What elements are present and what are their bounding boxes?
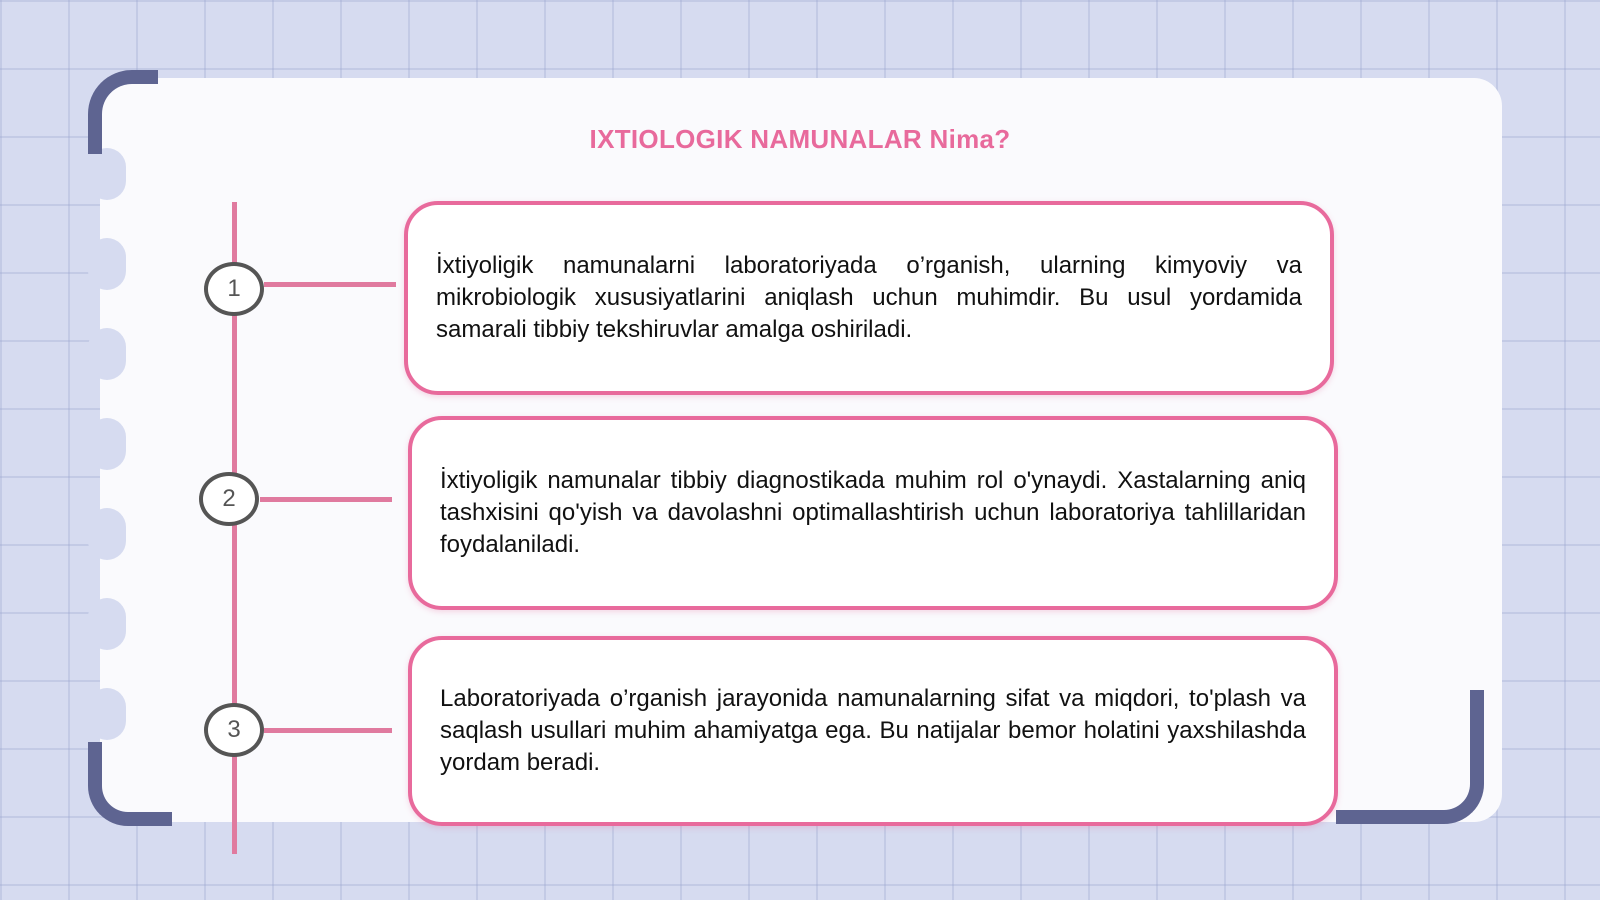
notebook-hole [88,418,126,470]
step-connector [264,282,396,287]
notebook-hole [88,328,126,380]
slide-title: IXTIOLOGIK NAMUNALAR Nima? [589,124,1011,154]
frame-corner-bottom-left [88,742,172,826]
step-card-1 [404,201,1334,395]
step-card-3 [408,636,1338,826]
step-connector [260,497,392,502]
step-number-1: 1 [204,262,264,316]
notebook-hole [88,508,126,560]
frame-corner-bottom-right [1336,690,1484,824]
notebook-hole [88,148,126,200]
step-number-3: 3 [204,703,264,757]
step-text-3: Laboratoriyada o’rganish jarayonida namunalarning sifat va miqdori, to'plash va saqlash usullari muhim ahamiyatga ega. Bu natijalar bemor holatini yaxshilashda yordam beradi. [440,685,1306,776]
notebook-hole [88,238,126,290]
step-text-2: İxtiyoligik namunalar tibbiy diagnostikada muhim rol o'ynaydi. Xastalarning aniq tashxisini qo'yish va davolashni optimallashtirish uchun laboratoriya tahlillaridan foydalaniladi. [440,467,1306,558]
step-card-2 [408,416,1338,610]
step-text-1: İxtiyoligik namunalarni laboratoriyada o’rganish, ularning kimyoviy va mikrobiologik xususiyatlarini aniqlash uchun muhimdir. Bu usul yordamida samarali tibbiy tekshiruvlar amalga oshiriladi. [436,252,1302,343]
step-connector [264,728,392,733]
step-number-2: 2 [199,472,259,526]
notebook-hole [88,598,126,650]
notebook-hole [88,688,126,740]
